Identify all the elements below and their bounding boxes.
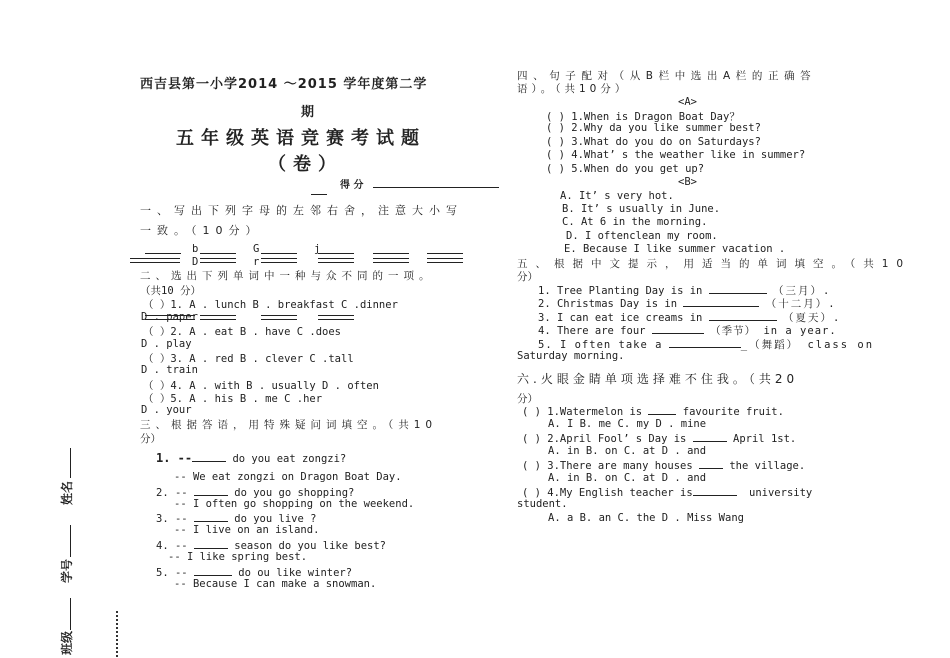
s3-q1-blank[interactable] (192, 451, 226, 462)
s5-3-blank[interactable] (709, 310, 777, 321)
school-title: 西吉县第一小学2014 ～2015 学年度第二学 (140, 77, 428, 92)
s3-q2-num: 2. -- (156, 487, 188, 499)
section1-heading-cont: 一致。（10分） (140, 224, 263, 237)
section4-heading-cont: 语）。（共10分） (517, 83, 630, 95)
section1-heading: 一、写出下列字母的左邻右舍，注意大小写 (140, 204, 463, 217)
s3-q2-text: do you go shopping? (227, 487, 355, 499)
s5-item4 (538, 323, 837, 338)
s4-q5: ( ) 5.When do you get up? (546, 163, 705, 175)
letter-line-5 (373, 253, 409, 254)
s4-ans-e: E. Because I like summer vacation . (564, 243, 786, 255)
s6-4-text: ( ) 4.My English teacher is (522, 487, 693, 499)
section6-heading-cont: 分） (517, 393, 538, 405)
section2-heading: 二、选出下列单词中一种与众不同的一项。 (140, 270, 435, 282)
s3-a2: -- I often go shopping on the weekend. (174, 498, 415, 510)
s5-4-blank[interactable] (652, 323, 704, 334)
s4-ans-d: D. I oftenclean my room. (566, 230, 718, 242)
s3-q3-text: do you live ? (227, 513, 317, 525)
letter-double-4 (318, 258, 354, 263)
section5-heading: 五、根据中文提示，用适当的单词填空。（共10 (517, 258, 912, 270)
s3-a3: -- I live on an island. (174, 524, 320, 536)
s3-q5-blank[interactable] (194, 565, 232, 576)
s6-3-text2: the village. (723, 460, 806, 472)
s2-q3: （ ）3. A . red B . clever C .tall (143, 353, 354, 365)
s2-q2: （ ）2. A . eat B . have C .does (143, 326, 342, 338)
class-label: 班级 (60, 630, 74, 655)
s6-q4 (522, 485, 812, 499)
s5-tail: Saturday morning. (517, 350, 625, 362)
letter-G: G (253, 243, 260, 255)
score-short-line (311, 194, 327, 195)
letter-double-1 (130, 258, 180, 263)
section4-heading: 四、句子配对（从B栏中选出A栏的正确答 (517, 70, 817, 82)
s2-q5: （ ）5. A . his B . me C .her (143, 393, 323, 405)
s5-1-text: 1. Tree Planting Day is in (538, 285, 703, 297)
s5-4-text: 4. There are four (538, 325, 646, 337)
s3-a5: -- Because I can make a snowman. (174, 578, 377, 590)
s3-q1-num: 1. -- (156, 451, 193, 465)
letter-j: j (314, 243, 321, 255)
s2-q2-d: D . play (141, 338, 192, 350)
s2-double-d (318, 315, 354, 320)
paper-label: （卷） (268, 154, 343, 175)
s6-2-text: ( ) 2.April Fool’ s Day is (522, 433, 687, 445)
s3-a4: -- I like spring best. (168, 551, 308, 563)
s3-q5-text: do ou like winter? (231, 567, 353, 579)
col-a-label: <A> (678, 96, 697, 108)
s3-q5 (156, 565, 352, 579)
s2-double-b (200, 315, 236, 320)
s2-q1-d: D . paper (141, 311, 198, 323)
s5-2-blank[interactable] (683, 296, 759, 307)
letter-double-3 (261, 258, 297, 263)
s3-q1-text: do you eat zongzi? (226, 453, 347, 465)
s5-item2 (538, 296, 837, 311)
s2-q4: （ ）4. A . with B . usually D . often (143, 380, 379, 392)
s3-q3 (156, 511, 316, 525)
s4-q4: ( ) 4.What’ s the weather like in summer? (546, 149, 806, 161)
s6-q1 (522, 404, 784, 418)
section5-heading-cont: 分） (517, 271, 538, 283)
s5-3-text: 3. I can eat ice creams in (538, 312, 703, 324)
s6-o1: A. I B. me C. my D . mine (548, 418, 707, 430)
s3-a1: -- We eat zongzi on Dragon Boat Day. (174, 471, 402, 483)
letter-line-1 (145, 253, 181, 254)
letter-line-6 (427, 253, 463, 254)
letter-b: b (192, 243, 199, 255)
exam-title: 五年级英语竞赛考试题 (176, 128, 426, 149)
s3-q5-num: 5. -- (156, 567, 188, 579)
section3-heading: 三、根据答语，用特殊疑问词填空。（共10 (140, 419, 438, 431)
s6-student: student. (517, 498, 568, 510)
s3-q1 (156, 451, 346, 465)
s3-q3-num: 3. -- (156, 513, 188, 525)
school-title-cont: 期 (301, 105, 316, 120)
s6-3-blank[interactable] (699, 458, 723, 469)
s2-q3-d: D . train (141, 364, 198, 376)
letter-double-6 (427, 258, 463, 263)
col-b-label: <B> (678, 176, 697, 188)
s6-3-text: ( ) 3.There are many houses (522, 460, 693, 472)
s6-o2: A. in B. on C. at D . and (548, 445, 707, 457)
letter-D: D (192, 256, 199, 268)
letter-line-3 (261, 253, 297, 254)
section2-heading-cont: （共10 分） (140, 285, 201, 297)
s6-o3: A. in B. on C. at D . and (548, 472, 707, 484)
student-number-label: 学号 (60, 558, 74, 583)
s4-q2: ( ) 2.Why da you like summer best? (546, 122, 761, 134)
name-label: 姓名 (60, 480, 74, 505)
s6-2-text2: April 1st. (726, 433, 797, 445)
s6-4-text2: university (742, 487, 813, 499)
s6-2-blank[interactable] (693, 431, 727, 442)
letter-double-5 (373, 258, 409, 263)
binding-dots (115, 610, 119, 658)
s6-q3 (522, 458, 805, 472)
s3-q2-blank[interactable] (194, 485, 228, 496)
s5-2-hint: （十二月）. (765, 298, 837, 310)
s4-ans-c: C. At 6 in the morning. (562, 216, 708, 228)
s5-5-text: 5. I often take a (538, 339, 663, 351)
s4-q3: ( ) 3.What do you do on Saturdays? (546, 136, 761, 148)
score-label (340, 176, 499, 191)
s6-4-blank[interactable] (693, 485, 737, 496)
section6-heading: 六.火眼金睛单项选择难不住我。（共20 (517, 372, 799, 386)
s3-q4 (156, 538, 386, 552)
s2-double-c (261, 315, 297, 320)
s6-q2 (522, 431, 796, 445)
section3-heading-cont: 分） (140, 433, 161, 445)
s6-1-blank[interactable] (648, 404, 676, 415)
s3-q3-blank[interactable] (194, 511, 228, 522)
letter-line-2 (200, 253, 236, 254)
letter-r: r (253, 256, 260, 268)
s6-o4: A. a B. an C. the D . Miss Wang (548, 512, 744, 524)
s5-2-text: 2. Christmas Day is in (538, 298, 678, 310)
s5-5-hint: _（舞蹈） class on (740, 339, 875, 351)
score-blank[interactable] (373, 177, 499, 188)
name-line (70, 448, 71, 478)
score-text: 得 分 (340, 180, 364, 191)
s6-1-text2: favourite fruit. (676, 406, 784, 418)
s2-double-a (145, 315, 195, 320)
s2-q1: （ ）1. A . lunch B . breakfast C .dinner (143, 299, 398, 311)
s6-1-text: ( ) 1.Watermelon is (522, 406, 643, 418)
s3-q4-num: 4. -- (156, 540, 188, 552)
s5-1-blank[interactable] (709, 283, 767, 294)
s4-ans-a: A. It’ s very hot. (560, 190, 674, 202)
s3-q4-blank[interactable] (194, 538, 228, 549)
class-line (70, 598, 71, 630)
s3-q4-text: season do you like best? (227, 540, 386, 552)
s5-3-hint: （夏天）. (783, 312, 842, 324)
letter-line-4 (318, 253, 354, 254)
s5-1-hint: （三月）. (773, 285, 832, 297)
s4-ans-b: B. It’ s usually in June. (562, 203, 721, 215)
number-line (70, 525, 71, 557)
s5-4-hint: （季节） in a year. (710, 325, 837, 337)
s5-5-blank[interactable] (669, 337, 741, 348)
s3-q2 (156, 485, 354, 499)
letter-double-2 (200, 258, 236, 263)
s2-q5-d: D . your (141, 404, 192, 416)
s4-q1: ( ) 1.When is Dragon Boat Day？ (546, 111, 740, 123)
